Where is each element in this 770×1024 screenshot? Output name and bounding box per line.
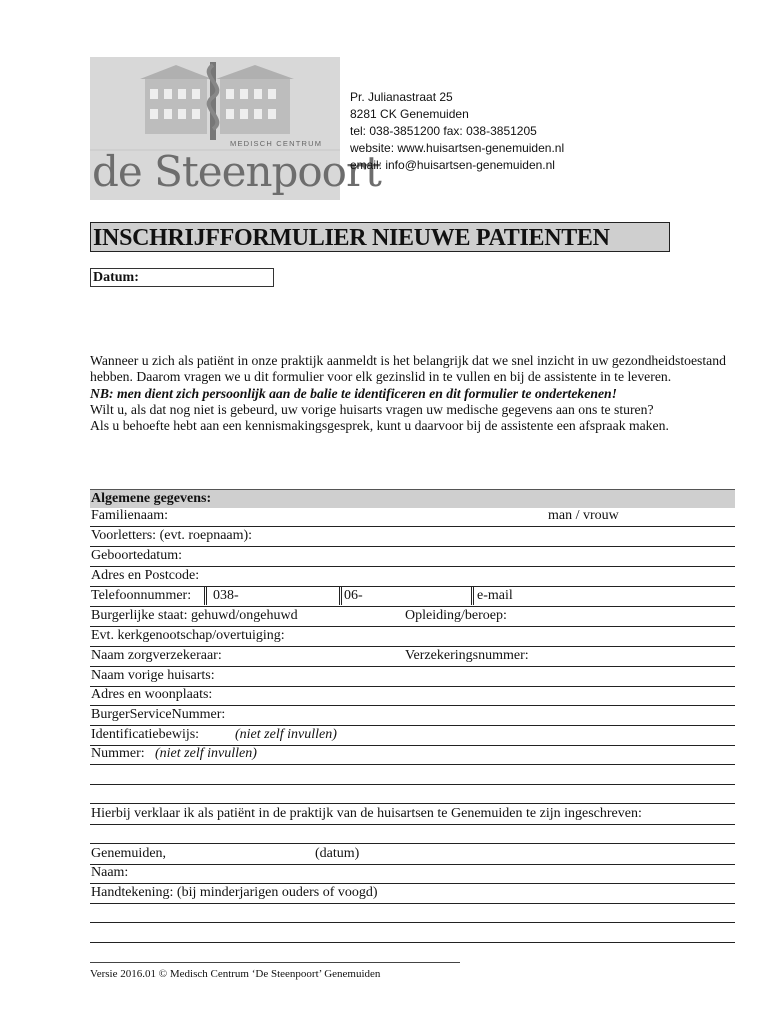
logo [90,57,381,200]
intro-nb: NB: men dient zich persoonlijk aan de balie te identificeren en dit formulier te ondertekenen! [90,385,617,401]
address-block [350,89,564,174]
adres-postcode-label: Adres en Postcode: [91,568,200,583]
tel-prefix-landline: 038- [213,588,239,603]
place-label: Genemuiden, [91,846,167,861]
intro-paragraph-3: Als u behoefte hebt aan een kennismakingsgesprek, kunt u daarvoor bij de assistente een afspraak maken. [90,418,669,434]
divider [339,587,342,605]
row-geboortedatum[interactable] [90,547,735,567]
voorletters-label: Voorletters: (evt. roepnaam): [91,528,253,543]
adres-woonplaats-label: Adres en woonplaats: [91,687,213,702]
intro-paragraph-2: Wilt u, als dat nog niet is gebeurd, uw vorige huisarts vragen uw medische gegevens aan ons te sturen? [90,401,654,417]
blank-line [90,824,735,844]
vorige-huisarts-label: Naam vorige huisarts: [91,668,215,683]
handtekening-label: Handtekening: (bij minderjarigen ouders of voogd) [91,885,378,900]
row-nummer [90,745,735,765]
declaration-text: Hierbij verklaar ik als patiënt in de praktijk van de huisartsen te Genemuiden te zijn ingeschreven: [91,806,642,821]
section-header [90,489,735,508]
intro-paragraph-1: Wanneer u zich als patiënt in onze praktijk aanmeldt is het belangrijk dat we snel inzicht in uw gezondheidstoestand hebben. Daarom vragen we u dit formulier voor elk gezinslid in te vullen en bij de assistente in te leveren. [90,353,726,385]
burgerlijke-staat-label: Burgerlijke staat: gehuwd/ongehuwd [91,608,298,623]
kerkgenootschap-label: Evt. kerkgenootschap/overtuiging: [91,628,285,643]
gender-label[interactable]: man / vrouw [548,508,619,523]
row-identificatiebewijs [90,726,735,746]
nummer-label: Nummer: [91,746,145,761]
blank-line[interactable] [90,765,735,785]
row-kerkgenootschap[interactable] [90,627,735,647]
row-burgerlijke-staat[interactable] [90,607,735,627]
row-voorletters[interactable] [90,527,735,547]
row-naam[interactable] [90,864,735,884]
blank-line[interactable] [90,923,735,943]
address-phone: tel: 038-3851200 fax: 038-3851205 [350,124,537,138]
row-vorige-huisarts[interactable] [90,667,735,687]
section-title: Algemene gegevens: [91,491,212,506]
datum-field[interactable] [90,268,274,287]
row-handtekening[interactable] [90,884,735,904]
divider [471,587,474,605]
identificatiebewijs-note: (niet zelf invullen) [235,727,337,742]
row-genemuiden[interactable] [90,845,735,865]
naam-label: Naam: [91,865,129,880]
row-zorgverzekeraar[interactable] [90,647,735,667]
blank-line[interactable] [90,903,735,923]
footer-divider [90,962,460,963]
familienaam-label: Familienaam: [91,508,168,523]
footer-text: Versie 2016.01 © Medisch Centrum ‘De Steenpoort’ Genemuiden [90,968,381,980]
row-familienaam[interactable] [90,507,735,527]
verzekeringsnummer-label: Verzekeringsnummer: [405,648,529,663]
opleiding-label: Opleiding/beroep: [405,608,507,623]
geboortedatum-label: Geboortedatum: [91,548,182,563]
logo-name: de Steenpoort [92,147,381,196]
date-label: (datum) [315,846,360,861]
intro-text [90,353,740,434]
identificatiebewijs-label: Identificatiebewijs: [91,727,200,742]
telefoon-label: Telefoonnummer: [91,588,192,603]
form-title-box [90,222,670,252]
email-label: e-mail [477,588,513,603]
form-title: INSCHRIJFFORMULIER NIEUWE PATIENTEN [93,225,610,251]
row-adres-postcode[interactable] [90,567,735,587]
row-declaration [90,805,735,825]
row-bsn[interactable] [90,706,735,726]
address-city: 8281 CK Genemuiden [350,107,469,121]
divider [204,587,207,605]
address-website[interactable]: website: www.huisartsen-genemuiden.nl [350,141,565,155]
zorgverzekeraar-label: Naam zorgverzekeraar: [91,648,222,663]
datum-label: Datum: [93,270,139,285]
blank-line[interactable] [90,784,735,804]
row-adres-woonplaats[interactable] [90,686,735,706]
nummer-note: (niet zelf invullen) [155,746,257,761]
bsn-label: BurgerServiceNummer: [91,707,226,722]
address-street: Pr. Julianastraat 25 [350,90,453,104]
row-telefoon[interactable] [90,587,735,607]
logo-subtitle: MEDISCH CENTRUM [230,139,323,148]
tel-prefix-mobile: 06- [344,588,363,603]
address-email[interactable]: email: info@huisartsen-genemuiden.nl [350,158,555,172]
